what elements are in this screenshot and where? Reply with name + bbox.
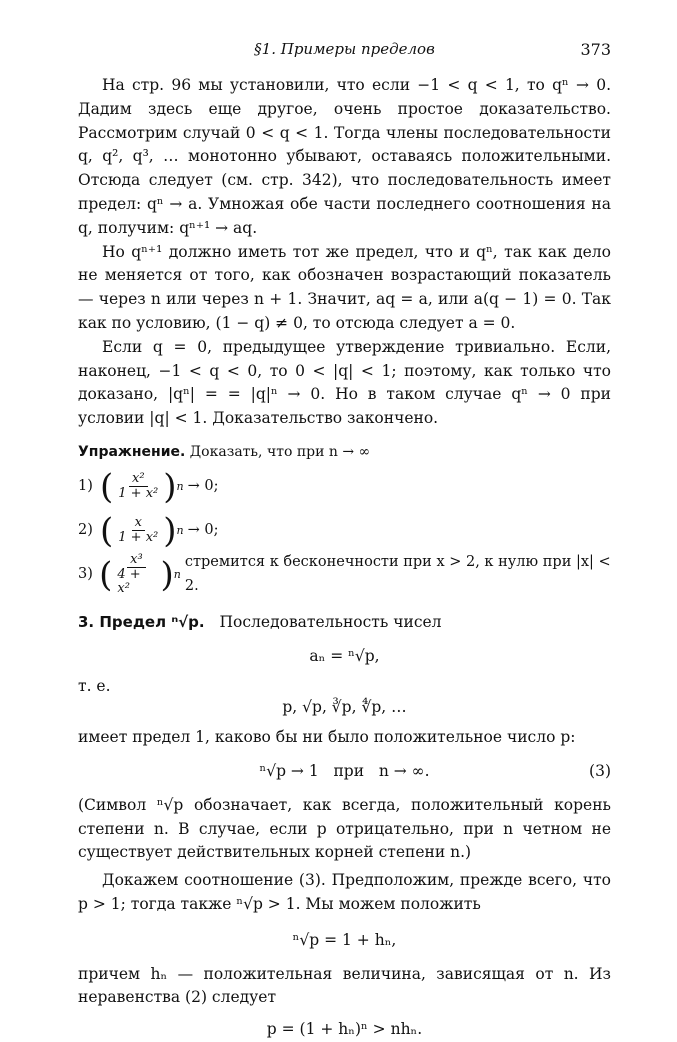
section-heading: 3. Предел ⁿ√p. [78, 612, 205, 631]
right-paren: ) [160, 554, 174, 595]
exercise-heading [78, 441, 611, 463]
fraction [115, 472, 161, 501]
equation-hn: ⁿ√p = 1 + hₙ, [292, 930, 397, 949]
page-number: 373 [580, 40, 611, 59]
exercise-item-number: 2) [78, 522, 93, 539]
exercise-item-tail: → 0; [187, 522, 219, 539]
paragraph-limit: имеет предел 1, каково бы ни было положительное число p: [78, 728, 576, 747]
paragraph-symbol: (Символ ⁿ√p обозначает, как всегда, положительный корень степени n. В случае, если p отрицательно, при n четном не существует действительных корней степени n.) [78, 795, 611, 862]
paragraph-2: Но qⁿ⁺¹ должно иметь тот же предел, что и qⁿ, так как дело не меняется от того, как обозначен возрастающий показатель — через n или через n + 1. Значит, aq = a, или a(q − 1) = 0. Так как по условию, (1 − q) ≠ 0, то отсюда следует a = 0. [78, 242, 611, 332]
page-header [78, 40, 611, 62]
exponent: n [176, 524, 184, 538]
exercise-item [78, 552, 611, 597]
exercise-text: Доказать, что при n → ∞ [189, 443, 371, 460]
exercise-label: Упражнение. [78, 443, 186, 460]
equation-sequence: p, √p, ∛p, ∜p, … [282, 698, 407, 717]
exponent: n [176, 480, 184, 494]
exercise-item-tail: → 0; [187, 478, 219, 495]
fraction-denominator: 1 + x² [118, 486, 159, 502]
equation-3-body: ⁿ√p → 1 при n → ∞. [259, 761, 430, 780]
exercise-item-tail: стремится к бесконечности при x > 2, к нулю при |x| < 2. [184, 554, 611, 594]
section-heading-line [78, 611, 611, 635]
paragraph-hn: причем hₙ — положительная величина, зависящая от n. Из неравенства (2) следует [78, 964, 611, 1007]
page-body [78, 74, 611, 1042]
fraction-numerator: x² [129, 472, 148, 487]
running-title: §1. Примеры пределов [254, 40, 435, 58]
te-label: т. е. [78, 676, 111, 695]
exercise-item-number: 1) [78, 478, 93, 495]
left-paren: ( [100, 510, 114, 551]
paragraph-1: На стр. 96 мы установили, что если −1 < q < 1, то qⁿ → 0. Дадим здесь еще другое, очень простое доказательство. Рассмотрим случай 0 < q < 1. Тогда члены последовательности q, q², q³, … монотонно убывают, оставаясь положительными. Отсюда следует (см. стр. 342), что последовательность имеет предел: qⁿ → a. Умножая обе части последнего соотношения на q, получим: qⁿ⁺¹ → aq. [78, 76, 611, 237]
exercise-item [78, 467, 611, 507]
exercise-item-number: 3) [78, 566, 93, 583]
right-paren: ) [163, 510, 177, 551]
fraction [114, 553, 158, 596]
equation-final: p = (1 + hₙ)ⁿ > nhₙ. [266, 1020, 423, 1039]
equation-3 [78, 760, 611, 784]
equation-number: (3) [589, 761, 611, 780]
fraction [115, 516, 161, 545]
exercise-item [78, 511, 611, 551]
paragraph-3: Если q = 0, предыдущее утверждение тривиально. Если, наконец, −1 < q < 0, то 0 < |q| < 1; поэтому, как только что доказано, |qⁿ| = = |q|ⁿ → 0. Но в таком случае qⁿ → 0 при условии |q| < 1. Доказательство закончено. [78, 337, 611, 428]
fraction-denominator: 4 + x² [117, 567, 141, 597]
fraction-numerator: x [132, 516, 145, 531]
right-paren: ) [163, 466, 177, 507]
equation-an: aₙ = ⁿ√p, [309, 646, 380, 665]
fraction-denominator: 1 + x² [118, 530, 159, 546]
paragraph-prove: Докажем соотношение (3). Предположим, прежде всего, что p > 1; тогда также ⁿ√p > 1. Мы можем положить [78, 871, 611, 913]
exponent: n [173, 568, 181, 582]
fraction-numerator: x³ [127, 553, 146, 568]
left-paren: ( [100, 466, 114, 507]
section-intro: Последовательность чисел [219, 612, 442, 631]
left-paren: ( [99, 554, 113, 595]
